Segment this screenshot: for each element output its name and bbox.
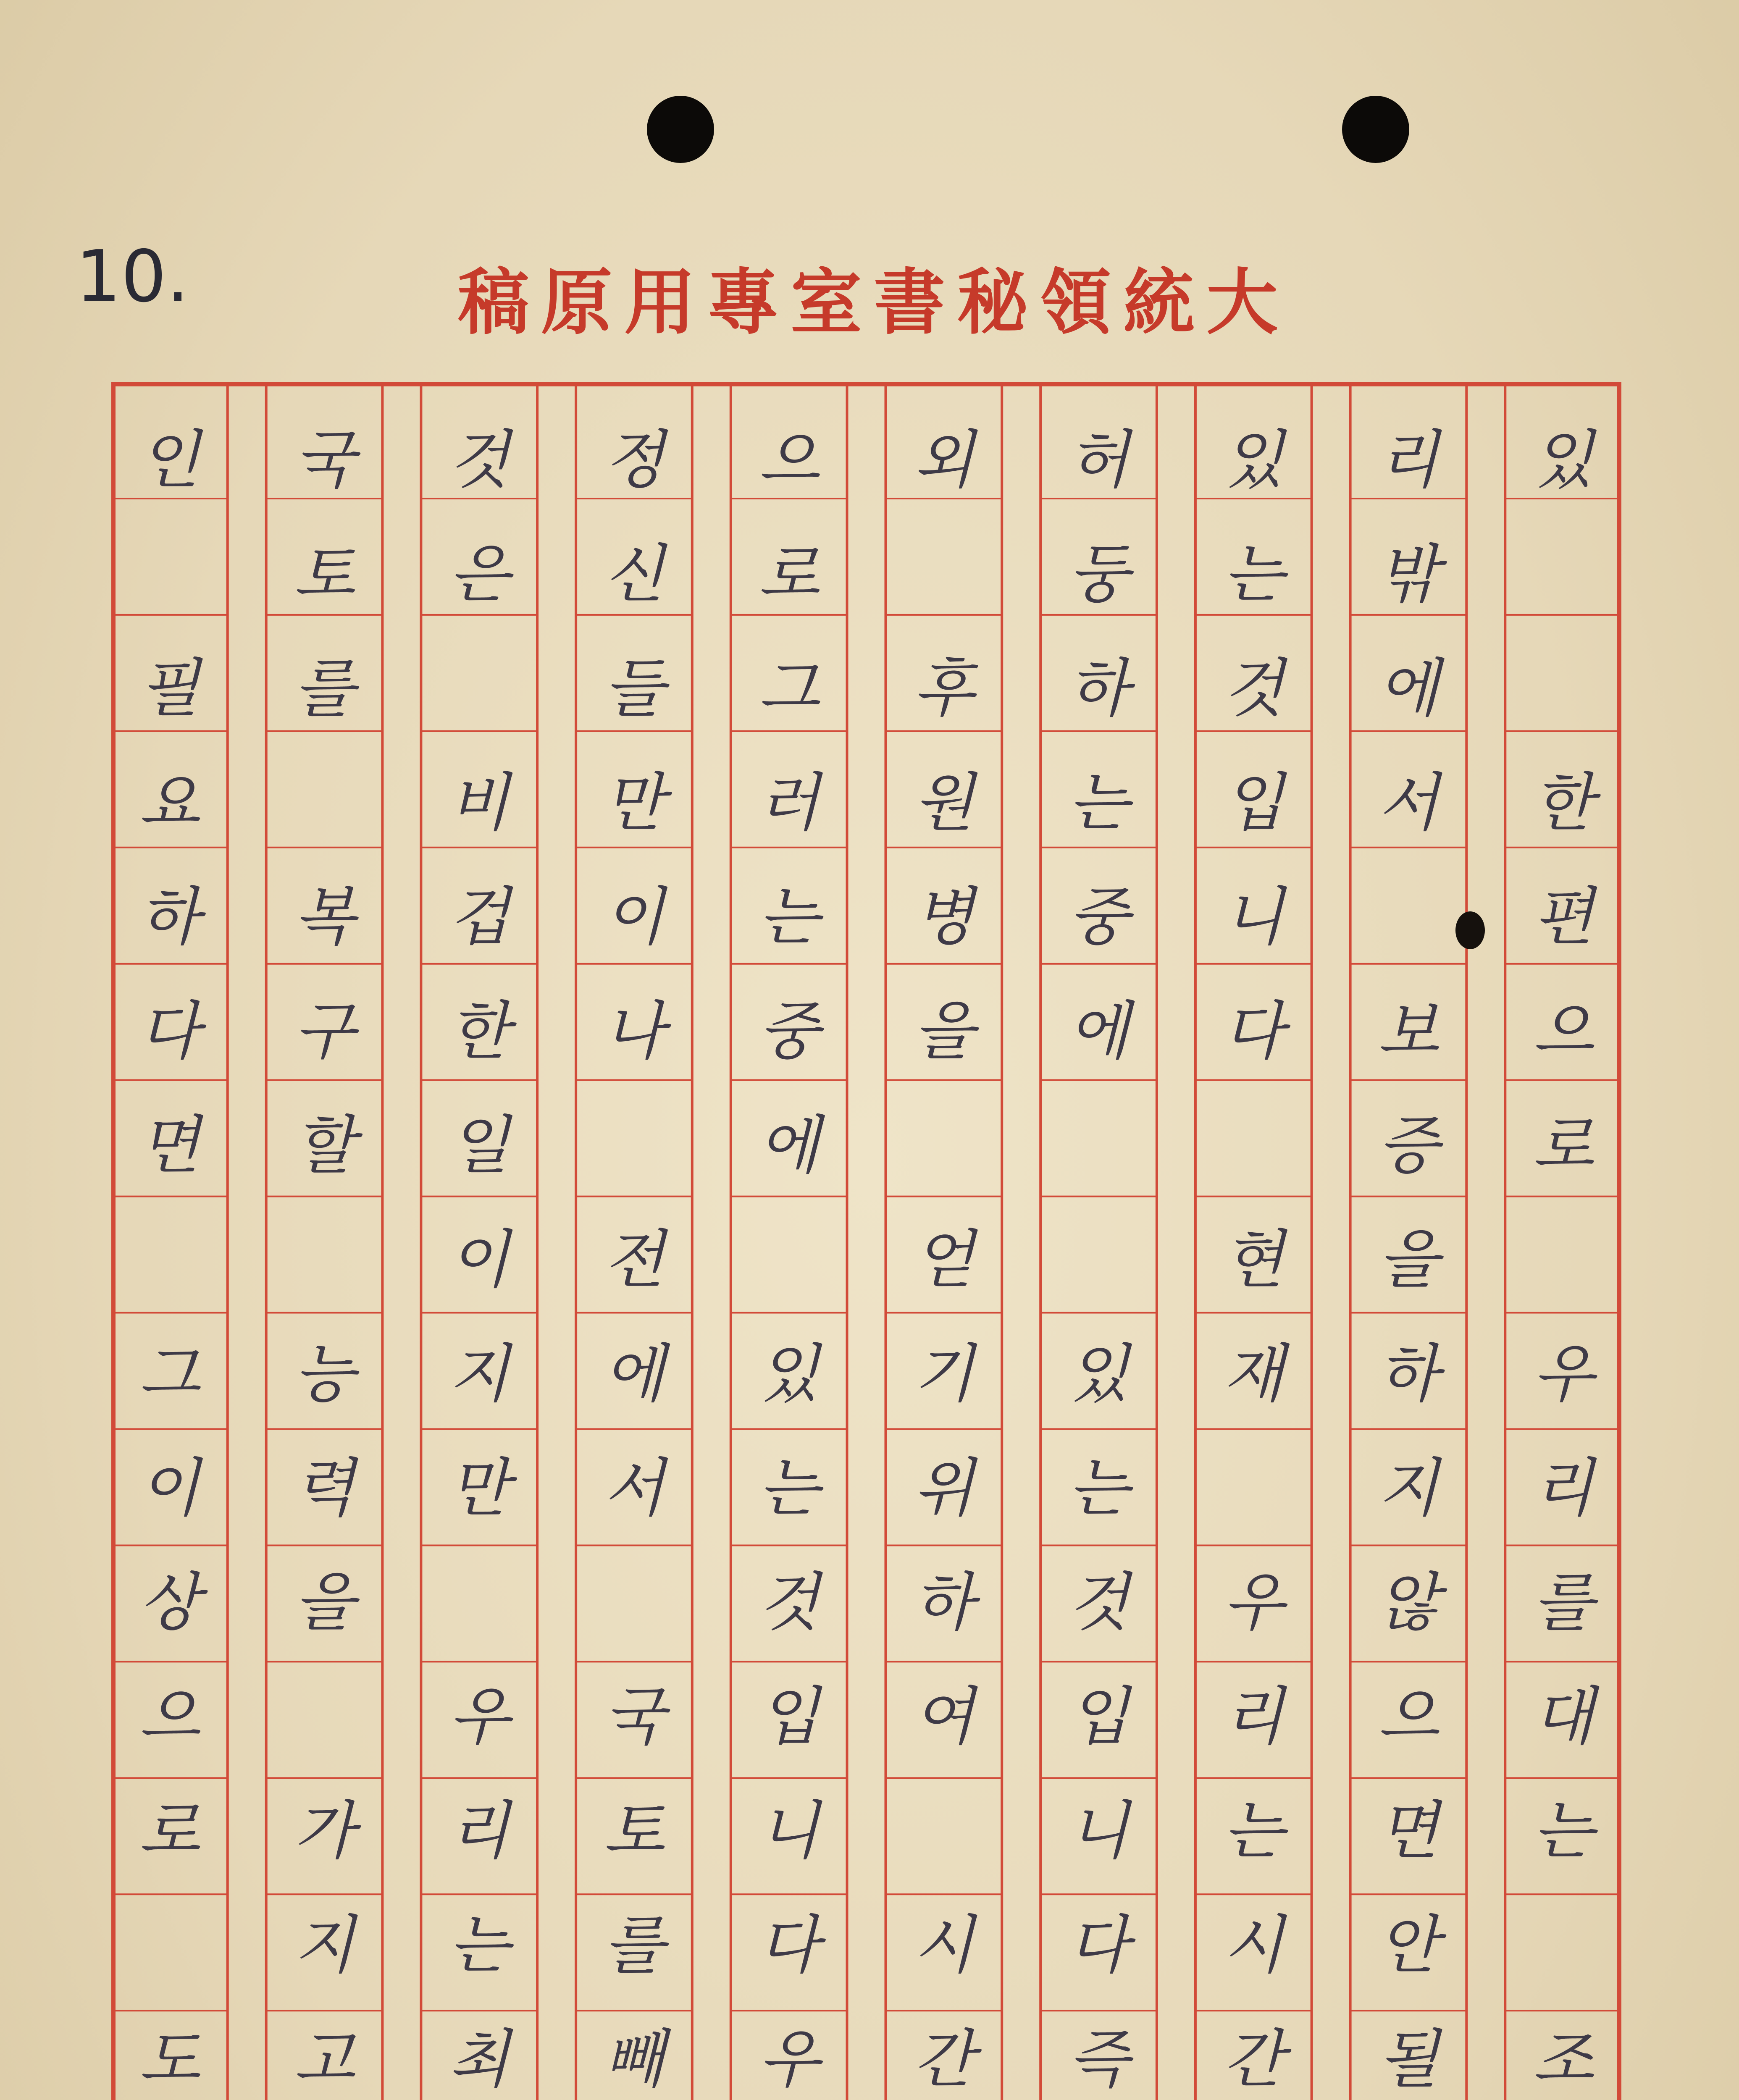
handwritten-character: 서 [1378, 766, 1439, 840]
handwritten-character: 서 [603, 1452, 665, 1525]
handwritten-character [1044, 1089, 1153, 1203]
handwritten-character: 지 [449, 1338, 510, 1411]
handwritten-character: 는 [758, 881, 820, 954]
handwritten-character: 지 [294, 1909, 355, 1982]
handwritten-character [425, 1546, 534, 1660]
handwritten-character: 것 [1223, 652, 1284, 725]
handwritten-character: 니 [758, 1795, 820, 1868]
manuscript-column [889, 403, 998, 2100]
handwritten-character: 에 [758, 1109, 820, 1182]
header-title: 稿原用專室書秘領統大 [457, 260, 1290, 344]
handwritten-character: 하 [1068, 652, 1129, 725]
handwritten-character: 는 [1068, 1452, 1129, 1525]
handwritten-character: 으 [758, 424, 820, 497]
handwritten-character [1509, 1203, 1618, 1317]
handwritten-character [1509, 1888, 1618, 2003]
handwritten-character: 현 [1223, 1223, 1284, 1297]
handwritten-character [1509, 632, 1618, 746]
handwritten-character [425, 632, 534, 746]
handwritten-character: 토 [294, 538, 355, 611]
handwritten-character [1044, 1203, 1153, 1317]
handwritten-character: 여 [913, 1680, 975, 1754]
handwritten-character: 는 [1223, 538, 1284, 611]
handwritten-character: 리 [1378, 424, 1439, 497]
handwritten-character: 를 [603, 1909, 665, 1982]
handwritten-character [115, 517, 224, 632]
handwritten-character: 정 [603, 424, 665, 497]
page-number-mark: 10. [76, 235, 189, 318]
handwritten-character: 입 [1223, 766, 1284, 840]
handwritten-character: 얻 [913, 1223, 975, 1297]
handwritten-character: 보 [1378, 995, 1439, 1068]
handwritten-character: 지 [1378, 1452, 1439, 1525]
handwritten-character: 우 [449, 1680, 510, 1754]
handwritten-character [889, 1774, 998, 1888]
handwritten-character: 는 [1533, 1795, 1594, 1868]
handwritten-character: 리 [449, 1795, 510, 1868]
handwritten-character: 편 [1533, 881, 1594, 954]
handwritten-character: 국 [603, 1680, 665, 1754]
handwritten-character: 는 [1223, 1795, 1284, 1868]
handwritten-character: 증 [1378, 1109, 1439, 1182]
handwritten-character: 하 [913, 1566, 975, 1639]
handwritten-character: 우 [1223, 1566, 1284, 1639]
handwritten-character: 니 [1223, 881, 1284, 954]
manuscript-column [1509, 403, 1618, 2100]
handwritten-character: 에 [1378, 652, 1439, 725]
manuscript-column [115, 403, 224, 2100]
handwritten-character: 한 [449, 995, 510, 1068]
handwritten-character: 국 [294, 424, 355, 497]
handwritten-character: 허 [1068, 424, 1129, 497]
handwritten-character: 는 [758, 1452, 820, 1525]
handwritten-character: 인 [139, 424, 200, 497]
handwritten-character: 하 [139, 881, 200, 954]
handwritten-character [270, 1203, 379, 1317]
handwritten-character [1354, 860, 1463, 974]
handwritten-character: 중 [1068, 881, 1129, 954]
handwritten-character: 비 [449, 766, 510, 840]
handwritten-character: 최 [449, 2023, 510, 2096]
handwritten-character: 병 [913, 881, 975, 954]
handwritten-character: 복 [294, 881, 355, 954]
handwritten-character: 기 [913, 1338, 975, 1411]
handwritten-character: 가 [294, 1795, 355, 1868]
handwritten-character: 토 [603, 1795, 665, 1868]
handwritten-character: 않 [1378, 1566, 1439, 1639]
handwritten-character: 을 [1378, 1223, 1439, 1297]
handwritten-character: 둥 [1068, 538, 1129, 611]
handwritten-character: 우 [758, 2023, 820, 2096]
handwritten-character: 만 [449, 1452, 510, 1525]
handwritten-character [115, 1203, 224, 1317]
handwritten-character: 입 [1068, 1680, 1129, 1754]
handwritten-character: 로 [758, 538, 820, 611]
handwritten-character: 에 [1068, 995, 1129, 1068]
handwritten-character: 신 [603, 538, 665, 611]
handwritten-character: 있 [758, 1338, 820, 1411]
handwritten-character: 후 [913, 652, 975, 725]
handwritten-character: 있 [1223, 424, 1284, 497]
handwritten-character: 에 [603, 1338, 665, 1411]
handwritten-character [889, 517, 998, 632]
handwritten-character: 위 [913, 1452, 975, 1525]
handwritten-character: 는 [1068, 766, 1129, 840]
handwritten-character: 력 [294, 1452, 355, 1525]
handwritten-character: 요 [139, 766, 200, 840]
handwritten-character: 간 [1223, 2023, 1284, 2096]
handwritten-character: 니 [1068, 1795, 1129, 1868]
handwritten-character [579, 1546, 688, 1660]
handwritten-character: 일 [449, 1109, 510, 1182]
handwritten-character: 것 [758, 1566, 820, 1639]
handwritten-character: 고 [294, 2023, 355, 2096]
handwritten-character: 면 [139, 1109, 200, 1182]
handwritten-character: 이 [139, 1452, 200, 1525]
handwritten-character: 이 [449, 1223, 510, 1297]
handwritten-character: 다 [1223, 995, 1284, 1068]
handwritten-character: 들 [603, 652, 665, 725]
handwritten-character: 리 [1533, 1452, 1594, 1525]
handwritten-character [270, 746, 379, 860]
handwritten-character: 그 [139, 1338, 200, 1411]
handwritten-character: 은 [449, 538, 510, 611]
handwritten-character: 로 [139, 1795, 200, 1868]
handwritten-character: 것 [1068, 1566, 1129, 1639]
handwritten-character: 으 [1533, 995, 1594, 1068]
handwritten-character: 있 [1068, 1338, 1129, 1411]
binding-hole-right [1342, 96, 1409, 163]
handwritten-character: 로 [1533, 1109, 1594, 1182]
handwritten-character: 우 [1533, 1338, 1594, 1411]
handwritten-character: 시 [913, 1909, 975, 1982]
handwritten-character: 것 [449, 424, 510, 497]
manuscript-column [1354, 403, 1463, 2100]
handwritten-character: 러 [758, 766, 820, 840]
handwritten-character: 조 [1533, 2023, 1594, 2096]
handwritten-character: 원 [913, 766, 975, 840]
handwritten-character [115, 1888, 224, 2003]
handwritten-character: 도 [139, 2023, 200, 2096]
manuscript-column [270, 403, 379, 2100]
ink-blot [1455, 911, 1485, 949]
handwritten-character: 구 [294, 995, 355, 1068]
handwritten-character [1199, 1431, 1308, 1546]
handwritten-character: 밖 [1378, 538, 1439, 611]
handwritten-character: 을 [913, 995, 975, 1068]
handwritten-character: 다 [139, 995, 200, 1068]
handwritten-character: 할 [294, 1109, 355, 1182]
handwritten-character [579, 1089, 688, 1203]
handwritten-character: 안 [1378, 1909, 1439, 1982]
handwritten-character: 를 [1533, 1566, 1594, 1639]
handwritten-character: 을 [294, 1566, 355, 1639]
handwritten-character: 이 [603, 881, 665, 954]
manuscript-column [734, 403, 843, 2100]
handwritten-character: 될 [1378, 2023, 1439, 2096]
handwritten-character: 대 [1533, 1680, 1594, 1754]
handwritten-character [1509, 517, 1618, 632]
handwritten-character: 있 [1533, 424, 1594, 497]
handwritten-character: 으 [139, 1680, 200, 1754]
handwritten-character: 능 [294, 1338, 355, 1411]
handwritten-character: 간 [913, 2023, 975, 2096]
handwritten-character: 필 [139, 652, 200, 725]
manuscript-column [1044, 403, 1153, 2100]
handwritten-character [889, 1089, 998, 1203]
handwritten-character: 빼 [603, 2023, 665, 2096]
handwritten-character: 만 [603, 766, 665, 840]
handwritten-character: 으 [1378, 1680, 1439, 1754]
handwritten-character: 그 [758, 652, 820, 725]
handwritten-character [734, 1203, 843, 1317]
handwritten-character: 를 [294, 652, 355, 725]
handwritten-character: 중 [758, 995, 820, 1068]
handwritten-character: 는 [449, 1909, 510, 1982]
manuscript-column [579, 403, 688, 2100]
handwritten-character: 재 [1223, 1338, 1284, 1411]
binding-hole-left [647, 96, 714, 163]
manuscript-column [1199, 403, 1308, 2100]
handwritten-character: 겁 [449, 881, 510, 954]
handwritten-character: 전 [603, 1223, 665, 1297]
handwritten-character: 입 [758, 1680, 820, 1754]
handwritten-character: 면 [1378, 1795, 1439, 1868]
handwritten-character: 시 [1223, 1909, 1284, 1982]
handwritten-character [1199, 1089, 1308, 1203]
handwritten-character: 다 [758, 1909, 820, 1982]
handwritten-character: 리 [1223, 1680, 1284, 1754]
handwritten-character: 상 [139, 1566, 200, 1639]
handwritten-character: 외 [913, 424, 975, 497]
handwritten-character [270, 1660, 379, 1774]
manuscript-column [425, 403, 534, 2100]
handwritten-character: 즉 [1068, 2023, 1129, 2096]
handwritten-character: 다 [1068, 1909, 1129, 1982]
handwritten-character: 하 [1378, 1338, 1439, 1411]
handwritten-character: 나 [603, 995, 665, 1068]
handwritten-character: 한 [1533, 766, 1594, 840]
